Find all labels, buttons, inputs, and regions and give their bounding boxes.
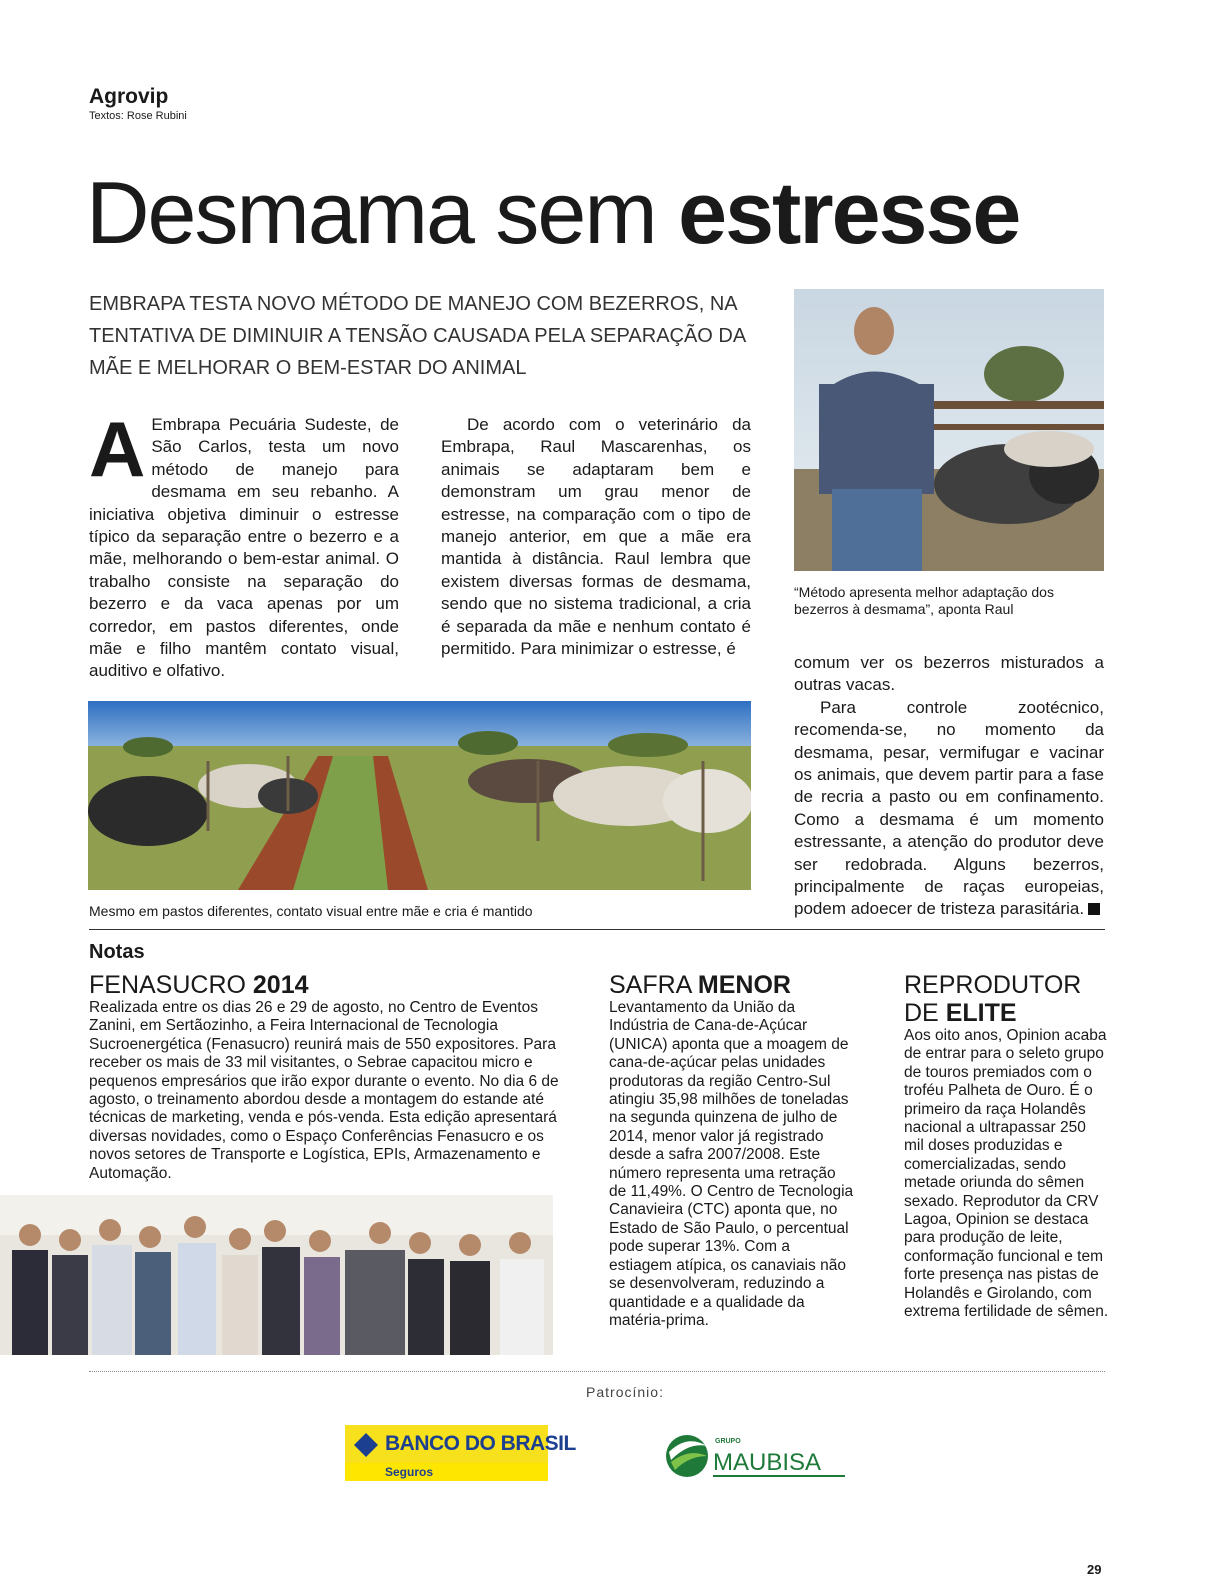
note-safra xyxy=(609,971,854,1330)
maubisa-name: MAUBISA xyxy=(713,1449,822,1476)
bb-name: BANCO DO BRASIL xyxy=(385,1432,576,1455)
note-text: Realizada entre os dias 26 e 29 de agosto, no Centro de Eventos Zanini, em Sertãozinho, a Feira Internacional de Tecnologia Sucroenergética (Fenasucro) reunirá mais de 550 expositores. Para receber os mais de 33 mil visitantes, o Sebrae capacitou micro e pequenos empresários que irão expor durante o evento. No dia 6 de agosto, o treinamento abordou desde a montagem do estande até técnicas de marketing, venda e pós-venda. Esta edição apresentará diversas novidades, como o Espaço Conferências Fenasucro e os novos setores de Transporte e Logística, EPIs, Armazenamento e Automação. xyxy=(89,999,559,1182)
column-1-text: Embrapa Pecuária Sudeste, de São Carlos, testa um novo método de manejo para desmama em seu rebanho. A iniciativa objetiva diminuir o estresse típico da separação entre o bezerro e a mãe, melhorando o bem-estar animal. O trabalho consiste na separação do bezerro e da vaca apenas por um corredor, em pastos diferentes, onde mãe e filho mantêm contato visual, auditivo e olfativo. xyxy=(89,415,399,681)
column-3-text-b: Para controle zootécnico, recomenda-se, no momento da desmama, pesar, vermifugar e vacinar os animais, que devem partir para a fase de recria a pasto ou em confinamento. Como a desmama é um momento estressante, a atenção do produtor deve ser redobrada. Alguns bezerros, principalmente de raças europeias, podem adoecer de tristeza parasitária. xyxy=(794,697,1104,919)
note-reprodutor xyxy=(904,971,1109,1322)
note-title-light: SAFRA xyxy=(609,971,698,999)
bb-sub-label: Seguros xyxy=(385,1465,434,1479)
pasture-photo-image xyxy=(88,701,751,890)
maubisa-logo xyxy=(665,1430,850,1486)
maubisa-icon xyxy=(665,1430,850,1486)
note-title-light: FENASUCRO xyxy=(89,971,253,999)
column-3-text-a: comum ver os bezerros misturados a outras vacas. xyxy=(794,653,1104,695)
page-number: 29 xyxy=(1087,1562,1102,1577)
end-mark-icon xyxy=(1088,903,1100,915)
note-title-bold: MENOR xyxy=(697,971,791,999)
group-photo-image xyxy=(0,1195,553,1355)
pasture-caption: Mesmo em pastos diferentes, contato visual entre mãe e cria é mantido xyxy=(89,903,533,919)
column-2-text: De acordo com o veterinário da Embrapa, Raul Mascarenhas, os animais se adaptaram bem e demonstram um grau menor de estresse, na comparação com o tipo de manejo anterior, em que a mãe era mantida à distância. Raul lembra que existem diversas formas de desmama, sendo que no sistema tradicional, a cria é separada da mãe e nenhum contato é permitido. Para minimizar o estresse, é xyxy=(441,415,751,659)
banco-do-brasil-icon xyxy=(353,1432,379,1458)
article-column-2 xyxy=(441,414,751,660)
note-title-bold: 2014 xyxy=(252,971,309,999)
sponsor-label: Patrocínio: xyxy=(586,1384,664,1400)
maubisa-group: GRUPO xyxy=(715,1438,741,1445)
sponsor-divider xyxy=(89,1371,1105,1372)
title-bold: estresse xyxy=(678,163,1020,262)
note-title xyxy=(89,971,559,999)
bb-sub-bar xyxy=(345,1463,548,1481)
article-column-1 xyxy=(89,405,399,683)
note-text: Levantamento da União da Indústria de Cana-de-Açúcar (UNICA) aponta que a moagem de cana-de-açúcar pelas unidades produtoras da região Centro-Sul atingiu 35,98 milhões de toneladas na segunda quinzena de julho de 2014, menor valor já registrado desde a safra 2007/2008. Este número representa uma retração de 11,49%. O Centro de Tecnologia Canavieira (CTC) aponta que, no Estado de São Paulo, o percentual pode superar 13%. Com a estiagem atípica, os canaviais não se desenvolveram, reduzindo a quantidade e a qualidade da matéria-prima. xyxy=(609,999,854,1329)
article-subtitle: EMBRAPA TESTA NOVO MÉTODO DE MANEJO COM BEZERROS, NA TENTATIVA DE DIMINUIR A TENSÃO CAUSADA PELA SEPARAÇÃO DA MÃE E MELHORAR O BEM-ESTAR DO ANIMAL xyxy=(89,293,746,379)
note-title xyxy=(904,971,1109,1027)
title-light: Desmama sem xyxy=(86,163,679,262)
pasture-photo xyxy=(88,701,751,890)
note-fenasucro xyxy=(89,971,559,1183)
note-title-bold: ELITE xyxy=(945,999,1017,1027)
portrait-caption: “Método apresenta melhor adaptação dos bezerros à desmama”, aponta Raul xyxy=(794,584,1054,617)
portrait-photo-image xyxy=(794,289,1104,571)
group-photo xyxy=(0,1195,553,1355)
section-divider xyxy=(89,929,1105,930)
notes-heading: Notas xyxy=(89,941,145,963)
note-title xyxy=(609,971,854,999)
banco-do-brasil-logo xyxy=(345,1425,576,1481)
article-title xyxy=(86,158,1019,268)
drop-cap: A xyxy=(89,405,146,493)
author-credit: Textos: Rose Rubini xyxy=(89,110,187,122)
note-text: Aos oito anos, Opinion acaba de entrar para o seleto grupo de touros premiados com o troféu Palheta de Ouro. É o primeiro da raça Holandês nacional a ultrapassar 250 mil doses produzidas e comercializadas, sendo metade oriunda do sêmen sexado. Reprodutor da CRV Lagoa, Opinion se destaca para produção de leite, conformação funcional e tem forte presença nas pistas de Holandês e Girolando, com extrema fertilidade de sêmen. xyxy=(904,1027,1109,1321)
portrait-photo xyxy=(794,289,1104,571)
note-title-light: REPRODUTOR DE xyxy=(904,971,1082,1027)
section-label: Agrovip xyxy=(89,85,169,108)
article-column-3 xyxy=(794,652,1104,921)
